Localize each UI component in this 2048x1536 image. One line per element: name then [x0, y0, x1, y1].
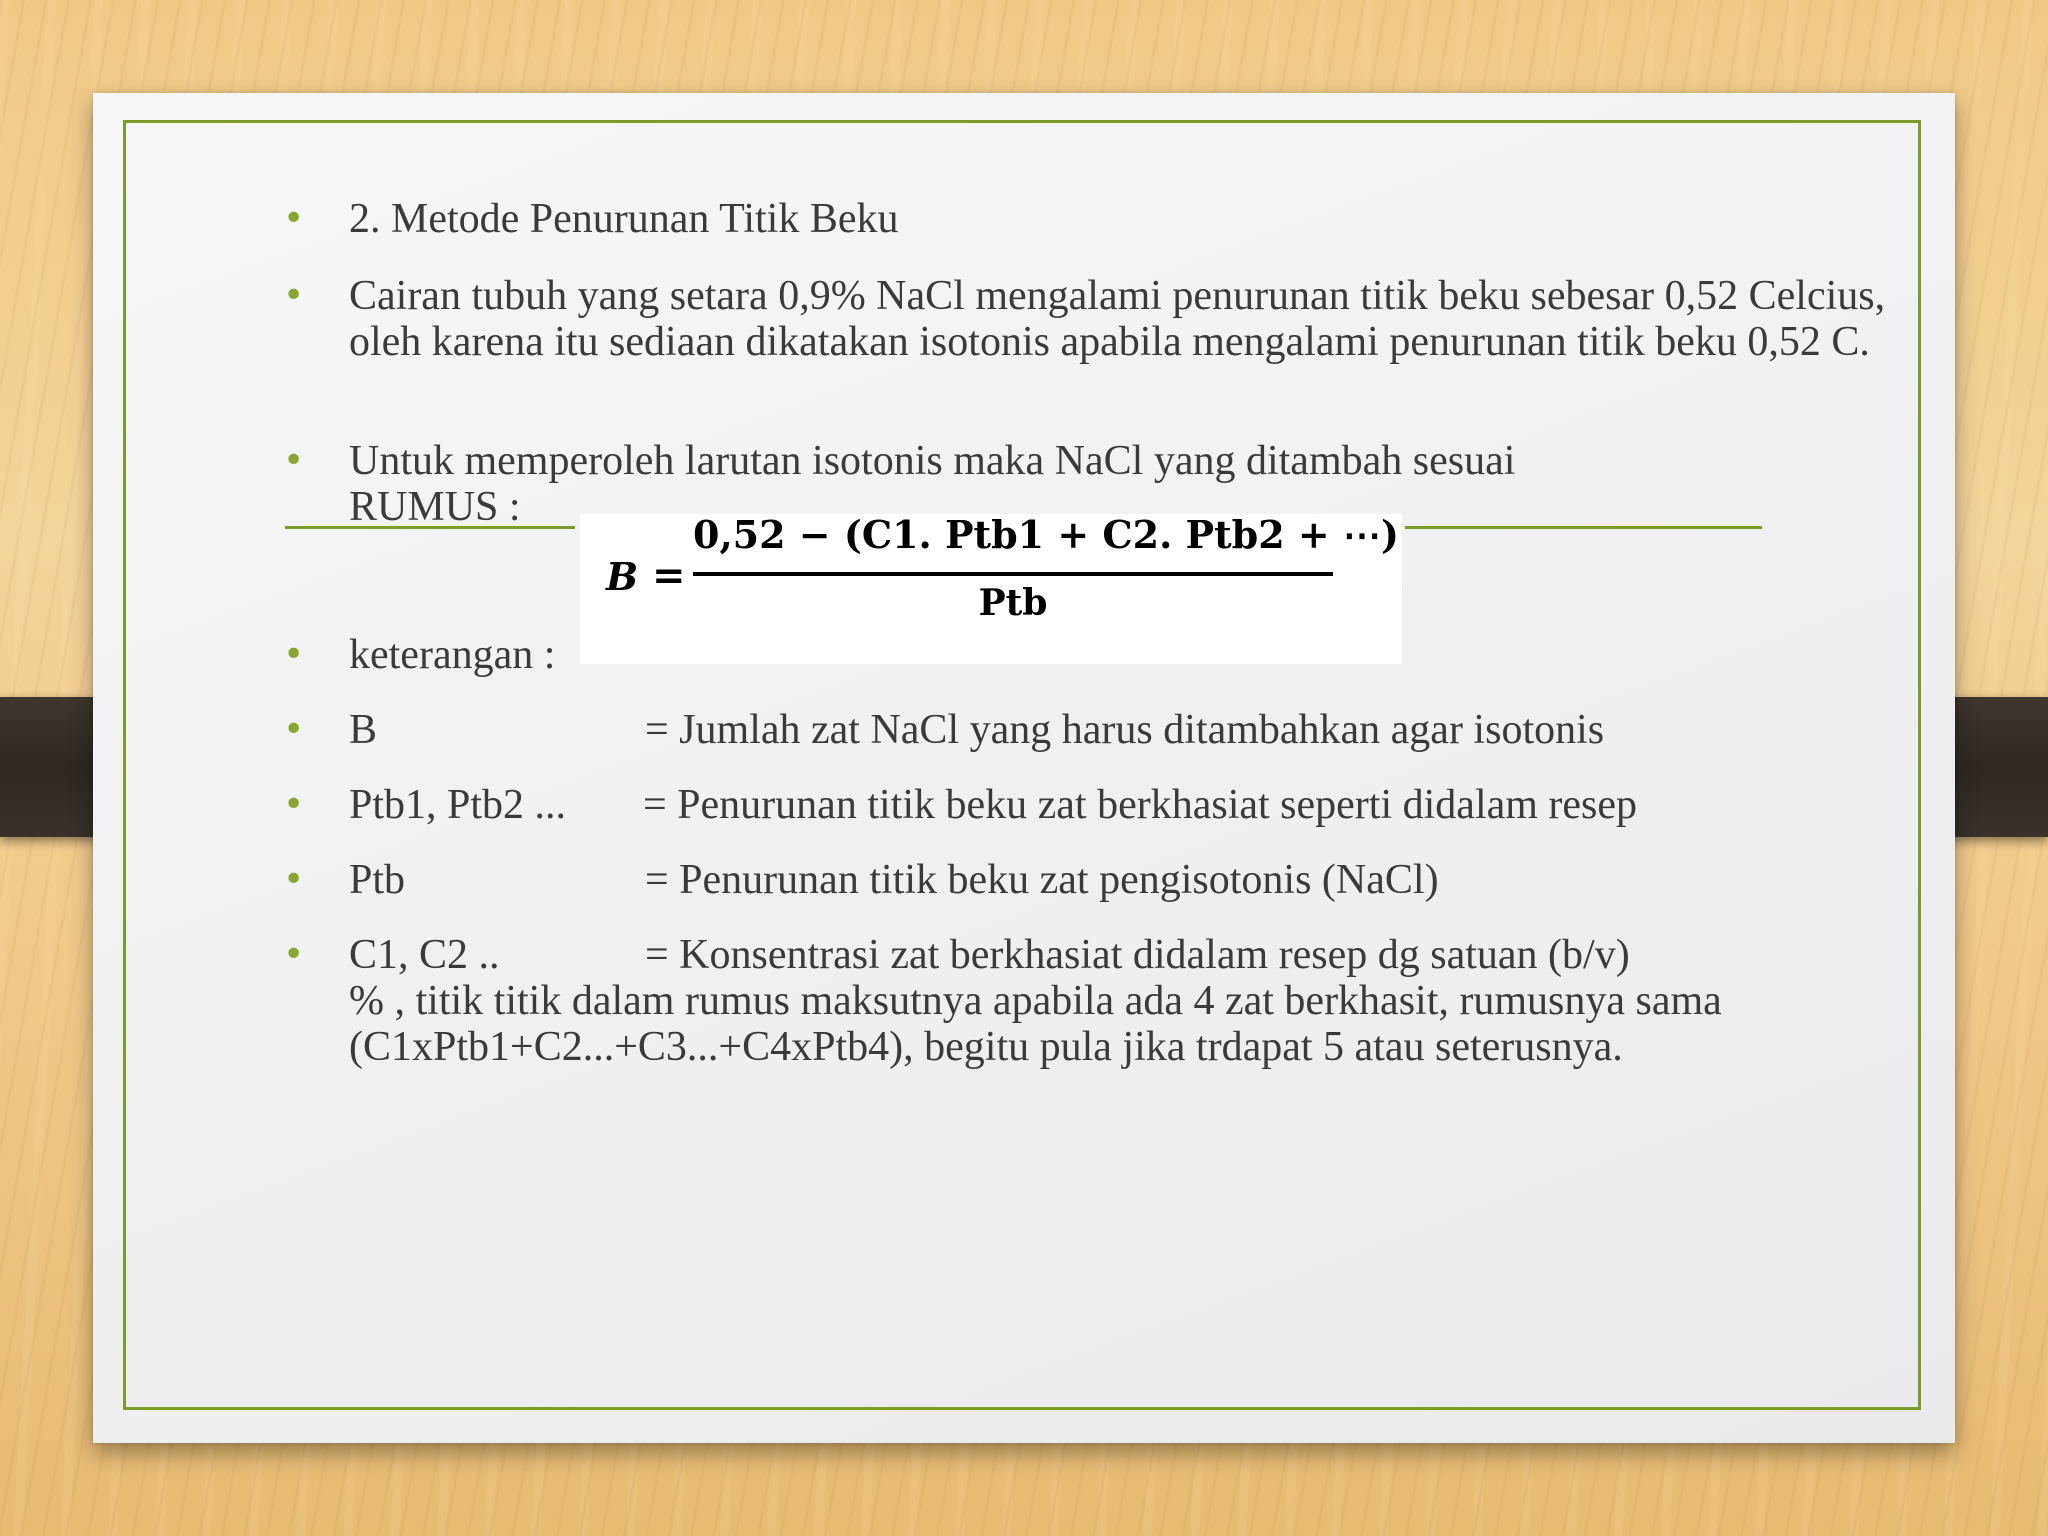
formula-lhs: B — [606, 554, 639, 599]
formula-numerator: 0,52 − (C1. Ptb1 + C2. Ptb2 + ⋯) — [693, 512, 1399, 557]
bullet-text: Cairan tubuh yang setara 0,9% NaCl mengalami penurunan titik beku sebesar 0,52 Celcius, oleh karena itu sediaan dikatakan isotonis apabila mengalami penurunan titik beku 0,52 C. — [349, 273, 1886, 365]
bullet-icon: • — [283, 709, 305, 750]
slide — [93, 93, 1955, 1443]
bullet-icon: • — [283, 859, 305, 900]
bullet-icon: • — [283, 198, 305, 239]
bullet-text: Untuk memperoleh larutan isotonis maka NaCl yang ditambah sesuai RUMUS : — [349, 438, 1516, 530]
formula-denominator: Ptb — [978, 582, 1048, 624]
definition-value: = Konsentrasi zat berkhasiat didalam resep dg satuan (b/v) — [645, 932, 1630, 978]
definition-term: C1, C2 .. — [349, 932, 500, 978]
definition-value: = Penurunan titik beku zat berkhasiat seperti didalam resep — [643, 782, 1638, 828]
definition-value: = Penurunan titik beku zat pengisotonis (NaCl) — [645, 857, 1439, 903]
bullet-icon: • — [283, 634, 305, 675]
definition-value: = Jumlah zat NaCl yang harus ditambahkan agar isotonis — [645, 707, 1605, 753]
formula-fraction-bar — [693, 572, 1333, 576]
bullet-icon: • — [283, 784, 305, 825]
bullet-icon: • — [283, 440, 305, 481]
bullet-text: 2. Metode Penurunan Titik Beku — [349, 196, 899, 242]
continuation-text: % , titik titik dalam rumus maksutnya apabila ada 4 zat berkhasit, rumusnya sama (C1xPtb1+C2...+C3...+C4xPtb4), begitu pula jika trdapat 5 atau seterusnya. — [349, 978, 1722, 1070]
bullet-icon: • — [283, 934, 305, 975]
definition-term: B — [349, 707, 378, 753]
formula-equals: = — [652, 552, 686, 599]
bullet-text: keterangan : — [349, 632, 556, 678]
bullet-icon: • — [283, 275, 305, 316]
definition-term: Ptb — [349, 857, 406, 903]
definition-term: Ptb1, Ptb2 ... — [349, 782, 567, 828]
